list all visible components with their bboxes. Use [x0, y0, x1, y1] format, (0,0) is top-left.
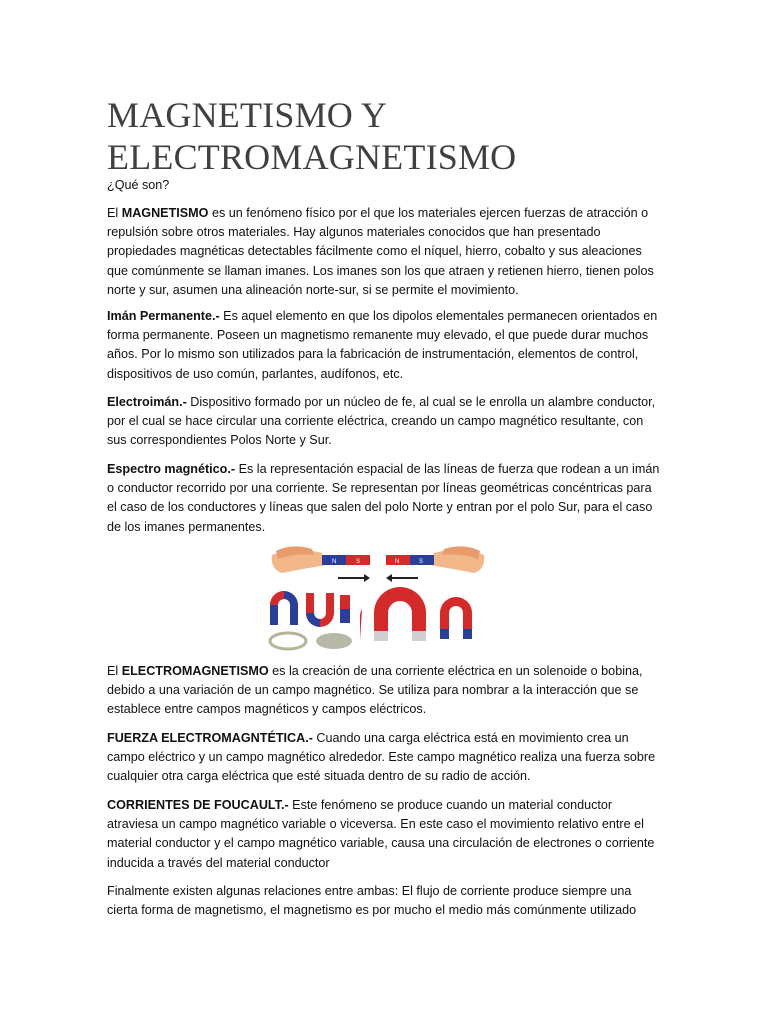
paragraph-espectro [107, 460, 663, 537]
paragraph-text: Es la representación espacial de las líneas de fuerza que rodean a un imán o conductor recorrido por una corriente. Se representan por líneas geométricas concéntricas para el caso de los conductores y líneas que salen del polo Norte y entran por el polo Sur, para el caso de los imanes permanentes. [107, 462, 660, 534]
term-foucault: CORRIENTES DE FOUCAULT.- [107, 798, 289, 812]
pole-label: N [395, 559, 400, 565]
pole-label: N [332, 559, 337, 565]
paragraph-prefix: El [107, 206, 122, 220]
subtitle: ¿Qué son? [107, 178, 170, 192]
paragraph-fuerza [107, 729, 663, 787]
term-iman-permanente: Imán Permanente.- [107, 309, 220, 323]
paragraph-text: Es aquel elemento en que los dipolos elementales permanecen orientados en forma permanente. Poseen un magnetismo remanente muy elevado, el que puede durar muchos años. Por lo mismo son utilizados para la fabricación de instrumentación, elementos de control, dispositivos de uso común, parlantes, audífonos, etc. [107, 309, 658, 381]
paragraph-iman-permanente [107, 307, 663, 384]
paragraph-foucault [107, 796, 663, 873]
iron-ring [270, 633, 306, 649]
iron-disc [316, 633, 352, 649]
paragraph-text: Cuando una carga eléctrica está en movimiento crea un campo eléctrico y un campo magnético alrededor. Este campo magnético realiza una fuerza sobre cualquier otra carga eléctrica que esté situada dentro de su radio de acción. [107, 731, 656, 784]
term-espectro: Espectro magnético.- [107, 462, 236, 476]
document-title [107, 94, 707, 178]
magnets-illustration [262, 543, 494, 651]
pole-label: S [356, 559, 361, 565]
paragraph-text: es la creación de una corriente eléctrica en un solenoide o bobina, debido a una variación de un campo magnético. Se utiliza para nombrar a la interacción que se establece entre campos magnéticos y campos eléctricos. [107, 664, 643, 717]
arrow-right-icon [338, 574, 370, 582]
term-magnetismo: MAGNETISMO [121, 206, 209, 220]
bar-magnet-left [322, 555, 370, 565]
pole-label: S [419, 559, 424, 565]
paragraph-finalmente [107, 882, 663, 920]
paragraph-text: es un fenómeno físico por el que los materiales ejercen fuerzas de atracción o repulsión sobre otros materiales. Hay algunos materiales conocidos que han presentado propiedades magnéticas detectables fácilmente como el níquel, hierro, cobalto y sus aleaciones que comúnmente se llaman imanes. Los imanes son los que atraen y retienen hierro, tienen polos norte y sur, asumen una alineación norte-sur, si se permite el movimiento. [107, 206, 654, 297]
title-line-2: ELECTROMAGNETISMO [107, 137, 517, 177]
term-electroiman: Electroimán.- [107, 395, 187, 409]
paragraph-electroiman [107, 393, 663, 451]
paragraph-text: Finalmente existen algunas relaciones entre ambas: El flujo de corriente produce siempre una cierta forma de magnetismo, el magnetismo es por mucho el medio más comúnmente utilizado [107, 884, 637, 918]
title-line-1: MAGNETISMO Y [107, 95, 388, 135]
term-fuerza: FUERZA ELECTROMAGNTÉTICA.- [107, 731, 313, 745]
paragraph-electromagnetismo [107, 662, 663, 720]
paragraph-text: Este fenómeno se produce cuando un material conductor atraviesa un campo magnético variable o viceversa. En este caso el movimiento relativo entre el material conductor y el campo magnético variable, causa una circulación de electrones o corriente inducida a través del material conductor [107, 798, 655, 870]
paragraph-text: Dispositivo formado por un núcleo de fe, al cual se le enrolla un alambre conductor, por el cual se hace circular una corriente eléctrica, creando un campo magnético resultante, con sus correspondientes Polos Norte y Sur. [107, 395, 656, 448]
paragraph-magnetismo [107, 204, 663, 300]
paragraph-prefix: El [107, 664, 122, 678]
arrow-left-icon [386, 574, 418, 582]
bar-magnet-right [386, 555, 434, 565]
term-electromagnetismo: ELECTROMAGNETISMO [121, 664, 269, 678]
small-bar-magnet [340, 595, 350, 609]
